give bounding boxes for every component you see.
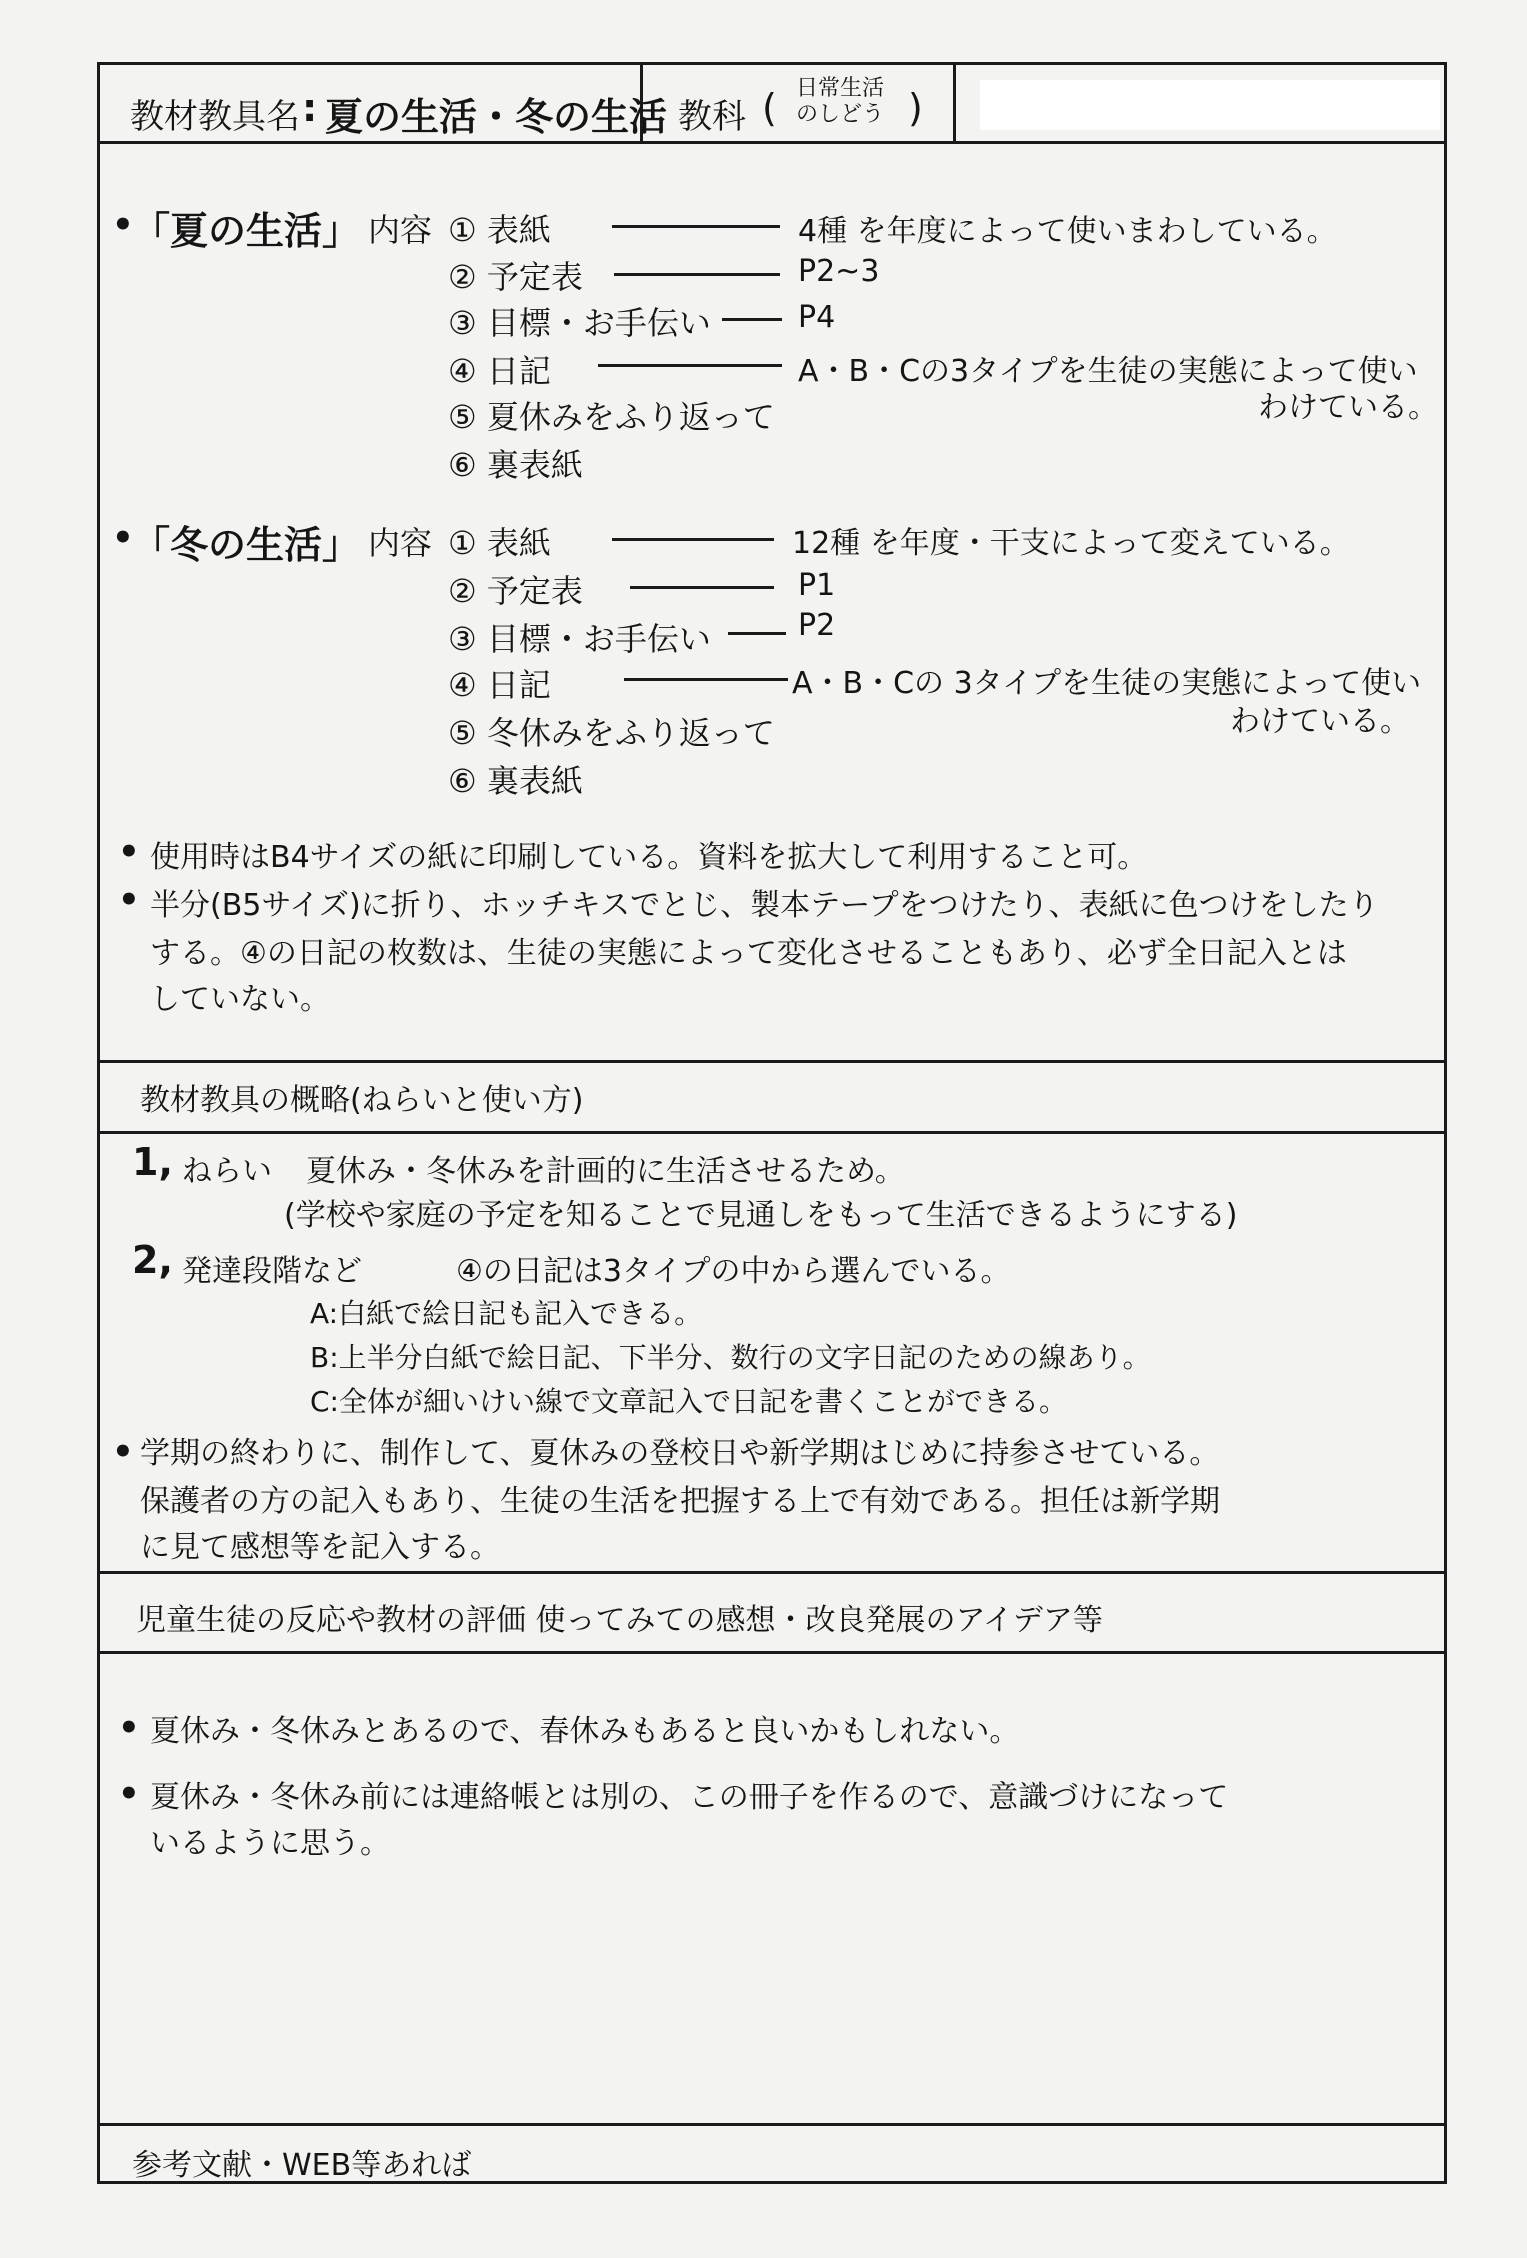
redacted-box (980, 80, 1440, 130)
summer-item-1-label: ① 表紙 (448, 211, 551, 249)
material-label: 教材教具名 (130, 97, 300, 137)
references-heading: 参考文献・WEB等あれば (132, 2148, 472, 2183)
evaluation-2-line-1: 夏休み・冬休み前には連絡帳とは別の、この冊子を作るので、意識づけになって (150, 1780, 1229, 1815)
evaluation-top-divider (100, 1571, 1444, 1574)
evaluation-2-bullet: • (118, 1774, 140, 1814)
winter-item-5-label: ⑤ 冬休みをふり返って (448, 714, 775, 752)
development-number: 2, (132, 1238, 173, 1282)
note-2-bullet: • (118, 880, 140, 920)
note-2-line-1: 半分(B5サイズ)に折り、ホッチキスでとじ、製本テープをつけたり、表紙に色つけをしたり (150, 888, 1379, 923)
note-1-line-1: 使用時はB4サイズの紙に印刷している。資料を拡大して利用すること可。 (150, 840, 1148, 875)
summer-item-2-leader (614, 273, 780, 276)
overview-heading: 教材教具の概略(ねらいと使い方) (140, 1083, 584, 1118)
winter-content-label: 内容 (368, 524, 433, 562)
winter-item-3-label: ③ 目標・お手伝い (448, 620, 711, 658)
winter-item-6-label: ⑥ 裏表紙 (448, 762, 583, 800)
winter-item-4-note: A・B・Cの 3タイプを生徒の実態によって使い (792, 666, 1422, 701)
type-c: C:全体が細いけい線で文章記入で日記を書くことができる。 (310, 1385, 1067, 1418)
summer-item-2-note: P2~3 (798, 254, 880, 289)
summer-item-3-leader (722, 318, 782, 321)
subject-open-paren: ( (762, 86, 777, 130)
overview-extra-line-1: 学期の終わりに、制作して、夏休みの登校日や新学期はじめに持参させている。 (140, 1436, 1220, 1471)
aim-text: 夏休み・冬休みを計画的に生活させるため。 (306, 1154, 905, 1189)
summer-bullet: • (112, 205, 134, 245)
overview-extra-line-3: に見て感想等を記入する。 (140, 1530, 500, 1565)
winter-item-4-label: ④ 日記 (448, 666, 551, 704)
type-a: A:白紙で絵日記も記入できる。 (310, 1297, 703, 1330)
winter-item-1-leader (612, 538, 774, 541)
winter-item-2-label: ② 予定表 (448, 572, 583, 610)
winter-item-3-note: P2 (798, 608, 836, 643)
summer-item-1-note: 4種 を年度によって使いまわしている。 (798, 214, 1337, 249)
winter-bullet: • (112, 518, 134, 558)
references-divider (100, 2123, 1444, 2126)
summer-item-3-label: ③ 目標・お手伝い (448, 304, 711, 342)
aim-number: 1, (132, 1140, 173, 1184)
subject-close-paren: ) (908, 86, 923, 130)
summer-content-label: 内容 (368, 211, 433, 249)
winter-item-1-label: ① 表紙 (448, 524, 551, 562)
summer-item-4-note: A・B・Cの3タイプを生徒の実態によって使い (798, 354, 1418, 389)
summer-item-5-label: ⑤ 夏休みをふり返って (448, 398, 775, 436)
note-2-line-3: していない。 (150, 982, 330, 1017)
summer-item-6-label: ⑥ 裏表紙 (448, 446, 583, 484)
evaluation-1-line-1: 夏休み・冬休みとあるので、春休みもあると良いかもしれない。 (150, 1714, 1020, 1749)
subject-value-line1: 日常生活 (795, 76, 884, 101)
winter-item-2-note: P1 (798, 568, 836, 603)
evaluation-2-line-2: いるように思う。 (150, 1826, 390, 1861)
aim-label: ねらい (182, 1154, 272, 1189)
material-name: 夏の生活・冬の生活 (325, 95, 668, 139)
aim-subtext: (学校や家庭の予定を知ることで見通しをもって生活できるようにする) (284, 1198, 1238, 1233)
overview-heading-divider (100, 1131, 1444, 1134)
subject-label: 教科 (678, 97, 746, 137)
overview-extra-line-2: 保護者の方の記入もあり、生徒の生活を把握する上で有効である。担任は新学期 (140, 1484, 1220, 1519)
summer-item-4-label: ④ 日記 (448, 352, 551, 390)
subject-value (780, 76, 900, 128)
header-col-divider-2 (953, 65, 956, 141)
summer-item-2-label: ② 予定表 (448, 258, 583, 296)
winter-item-1-note: 12種 を年度・干支によって変えている。 (792, 526, 1350, 561)
winter-item-5-note: わけている。 (1230, 704, 1410, 739)
evaluation-heading: 児童生徒の反応や教材の評価 使ってみての感想・改良発展のアイデア等 (136, 1603, 1103, 1638)
note-1-bullet: • (118, 832, 140, 872)
summer-item-1-leader (612, 225, 780, 228)
winter-item-3-leader (728, 632, 786, 635)
material-colon: : (302, 86, 318, 130)
summer-title: 「夏の生活」 (132, 209, 361, 253)
summer-item-3-note: P4 (798, 300, 836, 335)
summer-item-4-leader (598, 364, 782, 367)
note-2-line-2: する。④の日記の枚数は、生徒の実態によって変化させることもあり、必ず全日記入とは (150, 936, 1347, 971)
development-text: ④の日記は3タイプの中から選んでいる。 (456, 1254, 1011, 1289)
winter-title: 「冬の生活」 (132, 523, 361, 567)
type-b: B:上半分白紙で絵日記、下半分、数行の文字日記のための線あり。 (310, 1341, 1151, 1374)
overview-extra-bullet: • (112, 1432, 134, 1472)
summer-item-5-note: わけている。 (1258, 390, 1438, 425)
subject-value-line2: のしどう (795, 102, 884, 127)
winter-item-4-leader (624, 678, 788, 681)
overview-top-divider (100, 1060, 1444, 1063)
development-label: 発達段階など (182, 1254, 362, 1289)
winter-item-2-leader (630, 586, 774, 589)
header-divider (100, 141, 1444, 144)
evaluation-1-bullet: • (118, 1708, 140, 1748)
evaluation-heading-divider (100, 1651, 1444, 1654)
